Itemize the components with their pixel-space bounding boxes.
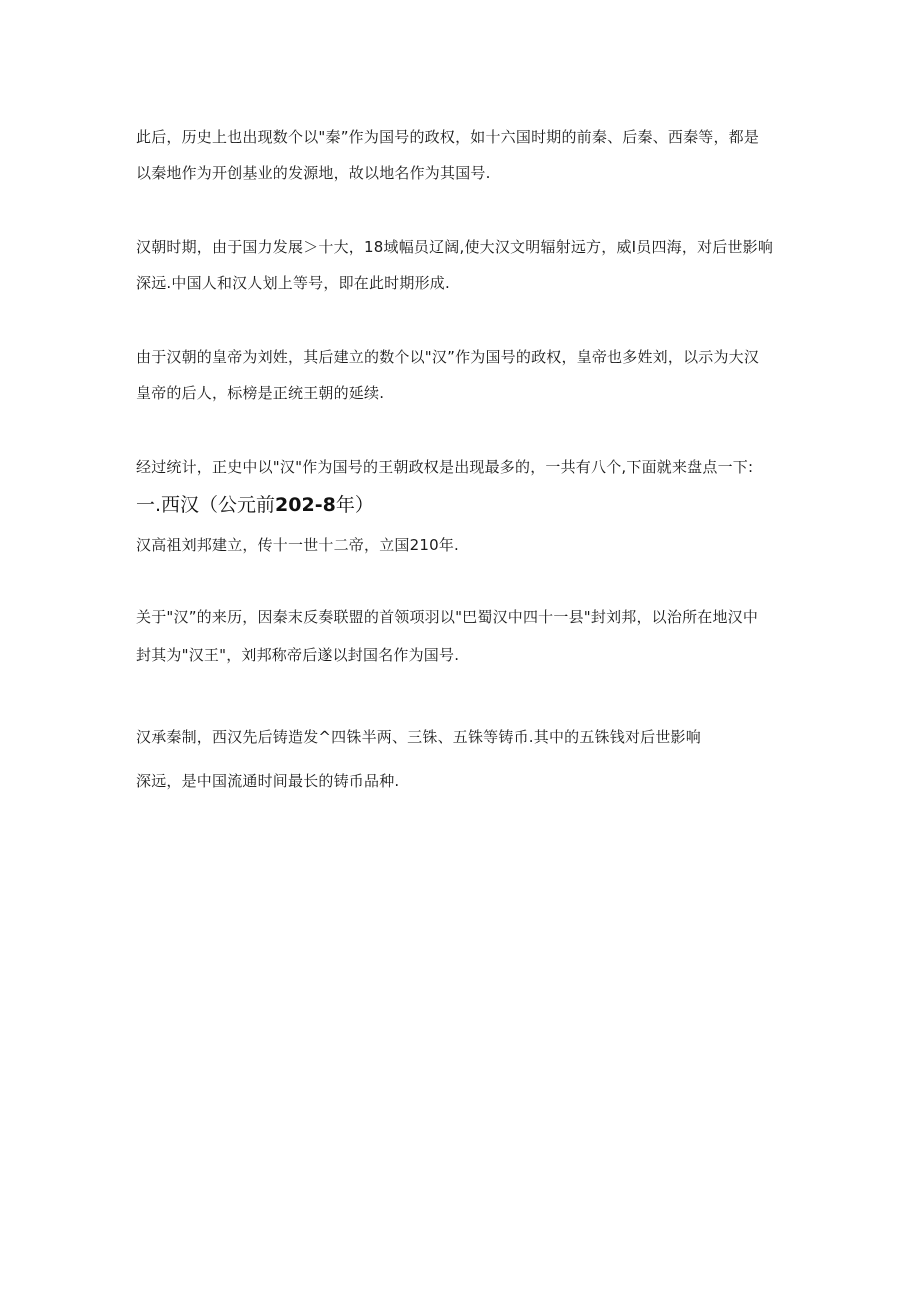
section-heading-years: 202-8	[275, 494, 336, 516]
section-paragraph-2-line-1: 关于"汉”的来历，因秦末反奏联盟的首领项羽以"巴蜀汉中四十一县"封刘邦，以治所在地汉中	[136, 608, 759, 626]
paragraph-4-line-1: 经过统计，正史中以"汉"作为国号的王朝政权是出现最多的，一共有八个,下面就来盘点一下:	[136, 458, 754, 476]
section-heading-suffix: 年）	[335, 494, 374, 516]
paragraph-1-line-1: 此后，历史上也出现数个以"秦”作为国号的政权，如十六国时期的前秦、后秦、西秦等，都是	[136, 128, 760, 146]
paragraph-2-line-2: 深远.中国人和汉人划上等号，即在此时期形成.	[136, 274, 450, 292]
paragraph-1-line-2: 以秦地作为开创基业的发源地，故以地名作为其国号.	[136, 164, 491, 182]
section-paragraph-2-line-2: 封其为"汉王"，刘邦称帝后遂以封国名作为国号.	[136, 646, 460, 664]
section-paragraph-3-line-1: 汉承秦制，西汉先后铸造发^四铢半两、三铢、五铢等铸币.其中的五铢钱对后世影响	[136, 728, 701, 746]
section-heading	[136, 492, 374, 518]
paragraph-3-line-2: 皇帝的后人，标榜是正统王朝的延续.	[136, 384, 385, 402]
paragraph-3-line-1: 由于汉朝的皇帝为刘姓，其后建立的数个以"汉”作为国号的政权，皇帝也多姓刘，以示为大汉	[136, 348, 760, 366]
section-paragraph-1-line-1: 汉高祖刘邦建立，传十一世十二帝，立国210年.	[136, 536, 460, 554]
section-paragraph-3-line-2: 深远，是中国流通时间最长的铸币品种.	[136, 772, 400, 790]
section-heading-prefix: 一.西汉（公元前	[136, 494, 276, 516]
paragraph-2-line-1: 汉朝时期，由于国力发展＞十大，18域幅员辽阔,使大汉文明辐射远方，威I员四海，对后世影响	[136, 238, 774, 256]
